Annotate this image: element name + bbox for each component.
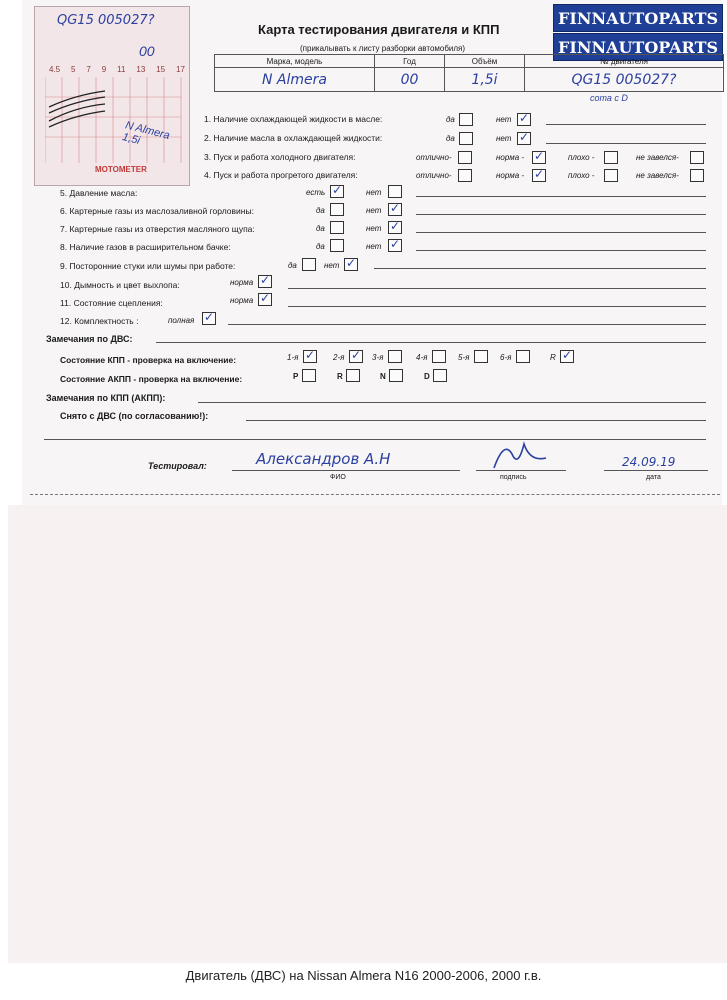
removed-label: Снято с ДВС (по согласованию!): [60, 411, 209, 421]
answer-line [288, 288, 706, 289]
checkbox-akpp-n[interactable] [389, 369, 403, 382]
gear-3: 3-я [372, 353, 384, 362]
checkbox-item-1-yes[interactable] [459, 113, 473, 126]
checkbox-item-4-excellent[interactable] [458, 169, 472, 182]
checkbox-item-11-normal[interactable] [258, 293, 272, 306]
checkbox-item-1-no[interactable] [517, 113, 531, 126]
item-6: 6. Картерные газы из маслозаливной горловины: [60, 206, 254, 216]
remarks-engine-label: Замечания по ДВС: [46, 334, 133, 344]
answer-line [228, 324, 706, 325]
header-volume: Объём [445, 55, 525, 68]
checkbox-item-4-normal[interactable] [532, 169, 546, 182]
extra-line [44, 439, 706, 440]
value-make: N Almera [215, 68, 375, 92]
checkbox-item-3-normal[interactable] [532, 151, 546, 164]
akpp-d: D [424, 372, 430, 381]
gear-2: 2-я [333, 353, 345, 362]
checkbox-gear-4[interactable] [432, 350, 446, 363]
motometer-card [34, 6, 190, 186]
scale-tick: 9 [101, 65, 107, 74]
opt-bad: плохо - [568, 171, 595, 180]
answer-line [416, 232, 706, 233]
opt-yes: да [446, 134, 455, 143]
checkbox-item-8-yes[interactable] [330, 239, 344, 252]
checkbox-item-7-no[interactable] [388, 221, 402, 234]
handwritten-remark: сота с D [590, 93, 628, 103]
scale-tick: 17 [176, 65, 185, 74]
opt-yes: да [288, 261, 297, 270]
checkbox-gear-1[interactable] [303, 350, 317, 363]
opt-bad: плохо - [568, 153, 595, 162]
watermark-badge-top: FINNAUTOPARTS [553, 4, 723, 32]
fio-label: ФИО [330, 474, 346, 481]
item-5: 5. Давление масла: [60, 188, 138, 198]
checkbox-gear-2[interactable] [349, 350, 363, 363]
checkbox-item-2-yes[interactable] [459, 132, 473, 145]
gear-6: 6-я [500, 353, 512, 362]
card-engine-code: QG15 005027? [57, 13, 155, 28]
scale-tick: 15 [156, 65, 166, 74]
answer-line [416, 214, 706, 215]
opt-excellent: отлично- [416, 153, 452, 162]
answer-line [416, 250, 706, 251]
card-year: 00 [139, 43, 155, 59]
opt-yes: да [316, 224, 325, 233]
remarks-kpp-line [198, 402, 706, 403]
kpp-label: Состояние КПП - проверка на включение: [60, 355, 237, 365]
checkbox-item-3-bad[interactable] [604, 151, 618, 164]
signature-label: подпись [500, 474, 527, 481]
checkbox-item-8-no[interactable] [388, 239, 402, 252]
item-9: 9. Посторонние стуки или шумы при работе: [60, 261, 236, 271]
item-11: 11. Состояние сцепления: [60, 298, 163, 308]
opt-normal: норма [230, 278, 254, 287]
item-10: 10. Дымность и цвет выхлопа: [60, 280, 180, 290]
scale-tick: 11 [117, 65, 126, 74]
opt-no: нет [366, 188, 382, 197]
checkbox-gear-5[interactable] [474, 350, 488, 363]
checkbox-item-12-full[interactable] [202, 312, 216, 325]
checkbox-gear-3[interactable] [388, 350, 402, 363]
checkbox-item-5-no[interactable] [388, 185, 402, 198]
header-year: Год [375, 55, 445, 68]
checkbox-gear-6[interactable] [516, 350, 530, 363]
value-year: 00 [375, 68, 445, 92]
checkbox-gear-reverse[interactable] [560, 350, 574, 363]
item-8: 8. Наличие газов в расширительном бачке: [60, 242, 231, 252]
checkbox-item-7-yes[interactable] [330, 221, 344, 234]
value-engine-no: QG15 005027? [525, 68, 724, 92]
answer-line [546, 124, 706, 125]
motometer-logo: MOTOMETER [95, 165, 147, 174]
opt-yes: да [446, 115, 455, 124]
gear-4: 4-я [416, 353, 428, 362]
checkbox-item-5-present[interactable] [330, 185, 344, 198]
scale-tick: 7 [86, 65, 91, 74]
item-3: 3. Пуск и работа холодного двигателя: [204, 152, 356, 162]
test-date: 24.09.19 [622, 455, 676, 469]
checkbox-item-2-no[interactable] [517, 132, 531, 145]
opt-no: нет [366, 206, 382, 215]
answer-line [374, 268, 706, 269]
tear-line [30, 494, 720, 495]
value-volume: 1,5i [445, 68, 525, 92]
tester-name: Александров А.Н [256, 450, 391, 468]
opt-excellent: отлично- [416, 171, 452, 180]
removed-line [246, 420, 706, 421]
checkbox-item-6-yes[interactable] [330, 203, 344, 216]
opt-normal: норма - [496, 171, 525, 180]
opt-no: нет [496, 115, 512, 124]
akpp-n: N [380, 372, 386, 381]
item-1: 1. Наличие охлаждающей жидкости в масле: [204, 114, 383, 124]
checkbox-akpp-d[interactable] [433, 369, 447, 382]
opt-no-start: не завелся- [636, 171, 679, 180]
signature-scribble [490, 438, 550, 472]
header-engine-no: № двигателя [525, 55, 724, 68]
opt-no-start: не завелся- [636, 153, 679, 162]
item-2: 2. Наличие масла в охлаждающей жидкости: [204, 133, 383, 143]
signature-line [476, 470, 566, 471]
scale-tick: 5 [71, 65, 76, 74]
scale-tick: 4.5 [49, 65, 61, 74]
remarks-kpp-label: Замечания по КПП (АКПП): [46, 393, 166, 403]
answer-line [546, 143, 706, 144]
gear-5: 5-я [458, 353, 470, 362]
blank-paper-area [8, 505, 727, 963]
akpp-p: P [293, 372, 299, 381]
answer-line [288, 306, 706, 307]
gear-1: 1-я [287, 353, 299, 362]
checkbox-akpp-p[interactable] [302, 369, 316, 382]
vehicle-info-table [214, 54, 724, 92]
answer-line [416, 196, 706, 197]
checkbox-item-10-normal[interactable] [258, 275, 272, 288]
opt-no: нет [324, 261, 340, 270]
item-7: 7. Картерные газы из отверстия масляного щупа: [60, 224, 255, 234]
opt-present: есть [306, 188, 326, 197]
form-subtitle: (прикалывать к листу разборки автомобиля) [300, 44, 466, 53]
tester-line [232, 470, 460, 471]
tested-by-label: Тестировал: [148, 461, 207, 471]
opt-no: нет [496, 134, 512, 143]
checkbox-item-4-no-start[interactable] [690, 169, 704, 182]
checkbox-item-9-yes[interactable] [302, 258, 316, 271]
checkbox-item-6-no[interactable] [388, 203, 402, 216]
gear-reverse: R [550, 353, 556, 362]
opt-no: нет [366, 224, 382, 233]
date-line [604, 470, 708, 471]
scale-tick: 13 [136, 65, 146, 74]
checkbox-akpp-r[interactable] [346, 369, 360, 382]
opt-yes: да [316, 206, 325, 215]
header-make: Марка, модель [215, 55, 375, 68]
opt-full: полная [168, 316, 195, 325]
photo-caption: Двигатель (ДВС) на Nissan Almera N16 2000-2006, 2000 г.в. [185, 968, 542, 983]
remarks-engine-line [156, 342, 706, 343]
opt-no: нет [366, 242, 382, 251]
item-12: 12. Комплектность : [60, 316, 139, 326]
card-handwritten-note: N Almera 1,5i [121, 119, 171, 147]
watermark-badge-bottom: FINNAUTOPARTS [553, 33, 723, 61]
opt-normal: норма - [496, 153, 525, 162]
checkbox-item-3-no-start[interactable] [690, 151, 704, 164]
date-label: дата [646, 474, 661, 481]
checkbox-item-3-excellent[interactable] [458, 151, 472, 164]
checkbox-item-4-bad[interactable] [604, 169, 618, 182]
checkbox-item-9-no[interactable] [344, 258, 358, 271]
opt-normal: норма [230, 296, 254, 305]
opt-yes: да [316, 242, 325, 251]
akpp-label: Состояние АКПП - проверка на включение: [60, 374, 243, 384]
item-4: 4. Пуск и работа прогретого двигателя: [204, 170, 358, 180]
akpp-r: R [337, 372, 343, 381]
card-scale [49, 65, 185, 74]
form-title: Карта тестирования двигателя и КПП [258, 22, 500, 37]
